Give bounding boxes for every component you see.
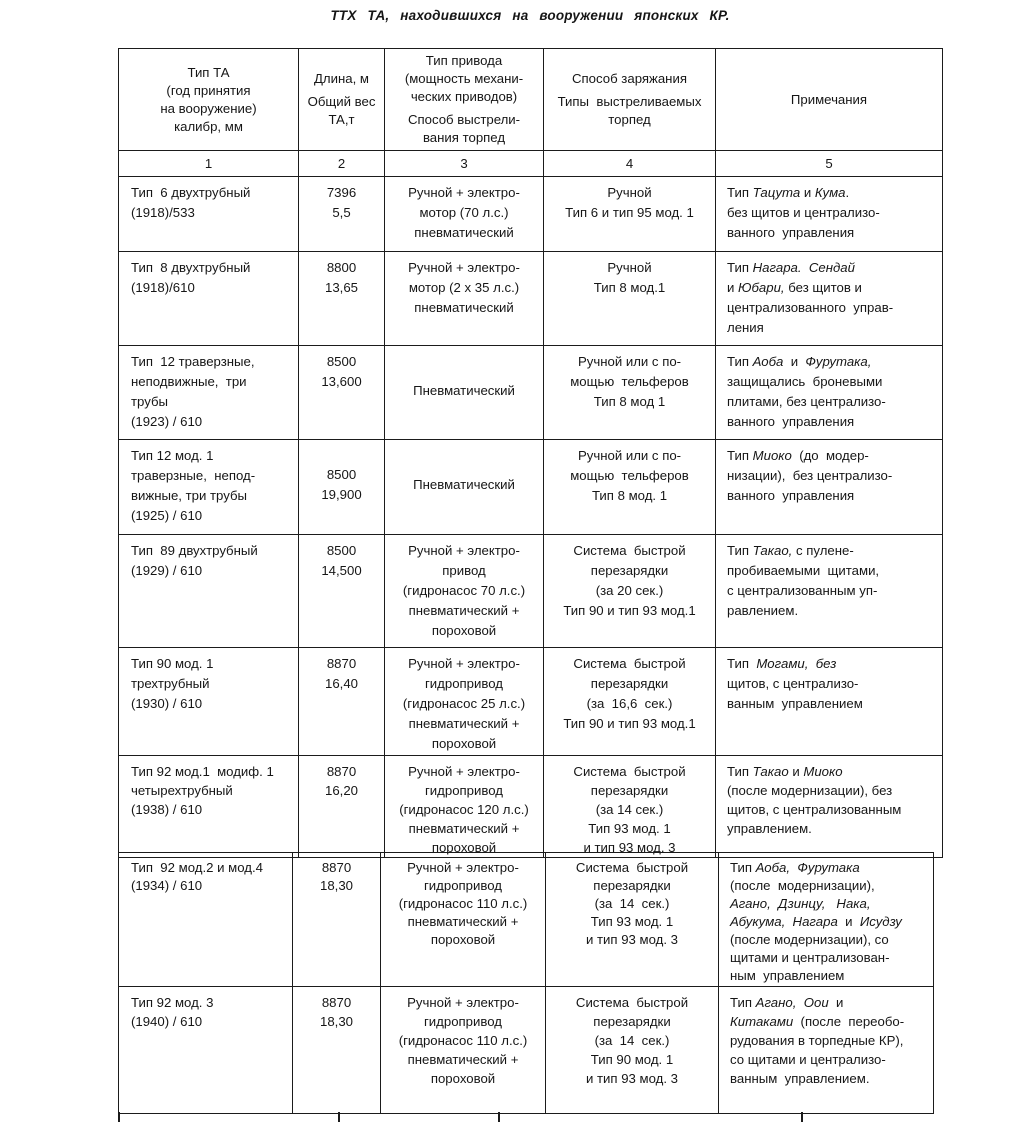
cell-type: Тип 8 двухтрубный (1918)/610	[119, 252, 299, 346]
cell-type: Тип 90 мод. 1 трехтрубный (1930) / 610	[119, 648, 299, 756]
cell-loading: Ручной Тип 6 и тип 95 мод. 1	[544, 177, 716, 252]
column-header: Тип привода (мощность механи- ческих приводов) Способ выстрели- вания торпед	[385, 49, 544, 151]
cell-size: 8500 14,500	[299, 535, 385, 648]
cell-type: Тип 6 двухтрубный (1918)/533	[119, 177, 299, 252]
cell-loading: Ручной или с по- мощью тельферов Тип 8 мод. 1	[544, 440, 716, 535]
cell-drive: Ручной + электро- мотор (70 л.с.) пневматический	[385, 177, 544, 252]
cell-notes: Тип Аоба и Фурутака, защищались броневыми плитами, без централизо- ванного управления	[716, 346, 943, 440]
cell-drive: Пневматический	[385, 440, 544, 535]
cell-size: 8870 18,30	[293, 853, 381, 987]
cell-drive: Ручной + электро- мотор (2 х 35 л.с.) пневматический	[385, 252, 544, 346]
cell-type: Тип 92 мод.2 и мод.4 (1934) / 610	[119, 853, 293, 987]
ttx-table-main	[118, 48, 943, 858]
page-break-column-stub	[801, 1112, 803, 1122]
cell-drive: Ручной + электро- гидропривод (гидронасос 110 л.с.) пневматический + пороховой	[381, 853, 546, 987]
ttx-table-continuation-body	[119, 853, 934, 1114]
table-title: ТТХ ТА, находившихся на вооружении японских КР.	[330, 8, 730, 23]
cell-type: Тип 92 мод. 3 (1940) / 610	[119, 987, 293, 1114]
cell-type: Тип 92 мод.1 модиф. 1 четырехтрубный (1938) / 610	[119, 756, 299, 858]
cell-size: 8800 13,65	[299, 252, 385, 346]
ttx-table-continuation	[118, 852, 934, 1114]
cell-loading: Система быстрой перезарядки (за 14 сек.) Тип 93 мод. 1 и тип 93 мод. 3	[546, 853, 719, 987]
column-number: 1	[119, 151, 299, 177]
header-row	[119, 49, 943, 151]
cell-drive: Ручной + электро- гидропривод (гидронасос 110 л.с.) пневматический + пороховой	[381, 987, 546, 1114]
column-header: Длина, м Общий вес ТА,т	[299, 49, 385, 151]
table-row	[119, 252, 943, 346]
table-row	[119, 987, 934, 1114]
table-row	[119, 177, 943, 252]
cell-type: Тип 89 двухтрубный (1929) / 610	[119, 535, 299, 648]
cell-size: 7396 5,5	[299, 177, 385, 252]
cell-drive: Ручной + электро- гидропривод (гидронасос 25 л.с.) пневматический + пороховой	[385, 648, 544, 756]
cell-drive: Пневматический	[385, 346, 544, 440]
column-header: Способ заряжания Типы выстреливаемых торпед	[544, 49, 716, 151]
table-row	[119, 440, 943, 535]
column-number: 3	[385, 151, 544, 177]
cell-type: Тип 12 мод. 1 траверзные, непод- вижные, три трубы (1925) / 610	[119, 440, 299, 535]
cell-size: 8500 13,600	[299, 346, 385, 440]
column-header: Примечания	[716, 49, 943, 151]
cell-loading: Ручной или с по- мощью тельферов Тип 8 мод 1	[544, 346, 716, 440]
cell-loading: Система быстрой перезарядки (за 14 сек.) Тип 93 мод. 1 и тип 93 мод. 3	[544, 756, 716, 858]
page-break-column-stub	[338, 1112, 340, 1122]
cell-notes: Тип Аоба, Фурутака (после модернизации), Агано, Дзинцу, Нака, Абукума, Нагара и Исудзу (после модернизации), со щитами и централизован- ным управлением	[719, 853, 934, 987]
cell-size: 8870 16,20	[299, 756, 385, 858]
cell-drive: Ручной + электро- привод (гидронасос 70 л.с.) пневматический + пороховой	[385, 535, 544, 648]
cell-notes: Тип Тацута и Кума. без щитов и централизо- ванного управления	[716, 177, 943, 252]
cell-drive: Ручной + электро- гидропривод (гидронасос 120 л.с.) пневматический + пороховой	[385, 756, 544, 858]
cell-notes: Тип Могами, без щитов, с централизо- ванным управлением	[716, 648, 943, 756]
table-row	[119, 648, 943, 756]
cell-loading: Система быстрой перезарядки (за 20 сек.) Тип 90 и тип 93 мод.1	[544, 535, 716, 648]
cell-notes: Тип Такао, с пулене- пробиваемыми щитами, с централизованным уп- равлением.	[716, 535, 943, 648]
table-row	[119, 535, 943, 648]
cell-type: Тип 12 траверзные, неподвижные, три трубы (1923) / 610	[119, 346, 299, 440]
column-number-row	[119, 151, 943, 177]
column-number: 2	[299, 151, 385, 177]
cell-size: 8500 19,900	[299, 440, 385, 535]
ttx-table-main-body	[119, 49, 943, 858]
page-break-column-stub	[118, 1112, 120, 1122]
cell-size: 8870 16,40	[299, 648, 385, 756]
column-number: 4	[544, 151, 716, 177]
table-row	[119, 346, 943, 440]
cell-notes: Тип Нагара. Сендай и Юбари, без щитов и централизованного управ- ления	[716, 252, 943, 346]
cell-notes: Тип Такао и Миоко (после модернизации), без щитов, с централизованным управлением.	[716, 756, 943, 858]
table-row	[119, 853, 934, 987]
page-break-column-stub	[498, 1112, 500, 1122]
table-row	[119, 756, 943, 858]
cell-loading: Ручной Тип 8 мод.1	[544, 252, 716, 346]
column-header: Тип ТА (год принятия на вооружение) калибр, мм	[119, 49, 299, 151]
cell-notes: Тип Агано, Оои и Китаками (после переобо- рудования в торпедные КР), со щитами и централизо- ванным управлением.	[719, 987, 934, 1114]
column-number: 5	[716, 151, 943, 177]
cell-loading: Система быстрой перезарядки (за 14 сек.) Тип 90 мод. 1 и тип 93 мод. 3	[546, 987, 719, 1114]
cell-size: 8870 18,30	[293, 987, 381, 1114]
cell-notes: Тип Миоко (до модер- низации), без централизо- ванного управления	[716, 440, 943, 535]
cell-loading: Система быстрой перезарядки (за 16,6 сек.) Тип 90 и тип 93 мод.1	[544, 648, 716, 756]
